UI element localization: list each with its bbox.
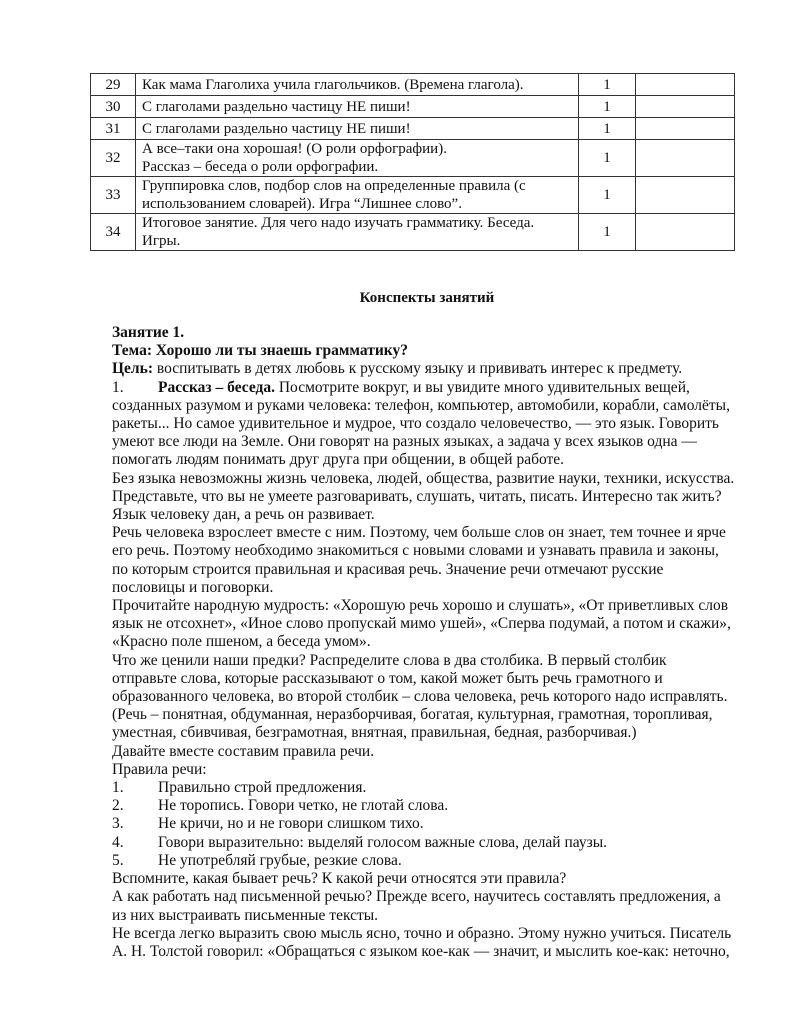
text-line: Давайте вместе составим правила речи.: [112, 742, 375, 760]
goal-label: Цель:: [112, 360, 153, 378]
lesson-topic: [136, 118, 579, 140]
speech-rules-list: [112, 779, 752, 870]
lesson-plan-table: [90, 73, 735, 251]
text-line: его речь. Поэтому необходимо знакомиться с новыми словами и узнавать правила и законы,: [112, 542, 719, 560]
story-item-number: 1.: [112, 378, 124, 396]
lesson-topic: [136, 140, 579, 177]
text-line: Не всегда легко выразить свою мысль ясно, точно и образно. Этому нужно учиться. Писатель: [112, 924, 732, 942]
text-line: Правила речи:: [112, 760, 207, 778]
text-line: Речь человека взрослеет вместе с ним. Поэтому, чем больше слов он знает, тем точнее и ярче: [112, 524, 726, 542]
story-item: [112, 379, 752, 397]
section-heading: Конспекты занятий: [359, 290, 495, 306]
text-line: Язык человеку дан, а речь он развивает.: [112, 506, 375, 524]
topic-line: использованием словарей). Игра “Лишнее слово”.: [142, 196, 462, 212]
lesson-topic: [136, 96, 579, 118]
text-line: отправьте слова, которые рассказывают о том, какой может быть речь грамотного и: [112, 669, 663, 687]
story-item-bold: Рассказ – беседа.: [158, 378, 275, 396]
text-line: ракеты... Но самое удивительное и мудрое, что создало человечество, — это язык. Говорить: [112, 415, 719, 433]
lesson-goal: [112, 360, 752, 378]
rule-item: [112, 834, 752, 852]
lesson-hours: 1: [579, 74, 636, 96]
lesson-hours: 1: [579, 140, 636, 177]
rule-number: 3.: [112, 815, 124, 833]
lesson-hours: 1: [579, 214, 636, 251]
empty-cell: [636, 177, 735, 214]
lesson-number: 32: [91, 140, 136, 177]
topic-line: С глаголами раздельно частицу НЕ пиши!: [142, 120, 411, 137]
topic-line: Итоговое занятие. Для чего надо изучать грамматику. Беседа.: [142, 215, 535, 231]
text-line: (Речь – понятная, обдуманная, неразборчивая, богатая, культурная, грамотная, торопливая,: [112, 706, 713, 724]
table-row: [91, 74, 735, 96]
text-lines: [112, 397, 752, 779]
rule-text: Правильно строй предложения.: [158, 779, 367, 797]
goal-text: воспитывать в детях любовь к русскому языку и прививать интерес к предмету.: [153, 360, 683, 378]
text-line: А. Н. Толстой говорил: «Обращаться с языком кое-как — значит, и мыслить кое-как: неточно,: [112, 942, 730, 960]
lesson-hours: 1: [579, 118, 636, 140]
lesson-theme: Тема: Хорошо ли ты знаешь грамматику?: [112, 342, 408, 360]
text-line: уместная, сбивчивая, безграмотная, внятная, правильная, бедная, разборчивая.): [112, 724, 637, 742]
table-row: [91, 177, 735, 214]
rule-number: 4.: [112, 833, 124, 851]
topic-line: Игры.: [142, 233, 181, 249]
lesson-hours: 1: [579, 96, 636, 118]
rule-number: 1.: [112, 779, 124, 797]
text-line: созданных разумом и руками человека: телефон, компьютер, автомобили, корабли, самолёты,: [112, 396, 730, 414]
lesson-number: 29: [91, 74, 136, 96]
text-line: пословицы и поговорки.: [112, 578, 274, 596]
lesson-hours: 1: [579, 177, 636, 214]
rule-item: [112, 779, 752, 797]
text-line: Без языка невозможны жизнь человека, людей, общества, развитие науки, техники, искусства.: [112, 469, 735, 487]
text-line: умеют все люди на Земле. Они говорят на разных языках, а задача у всех языков одна —: [112, 433, 697, 451]
topic-line: Группировка слов, подбор слов на определенные правила (с: [142, 178, 526, 194]
lesson-number: 33: [91, 177, 136, 214]
text-line: А как работать над письменной речью? Прежде всего, научитесь составлять предложения, а: [112, 888, 721, 906]
rule-text: Не употребляй грубые, резкие слова.: [158, 851, 402, 869]
empty-cell: [636, 214, 735, 251]
lesson-title: Занятие 1.: [112, 324, 185, 341]
text-line: из них выстраивать письменные тексты.: [112, 906, 379, 924]
text-line: по которым строится правильная и красивая речь. Значение речи отмечают русские: [112, 560, 664, 578]
story-item-text: Посмотрите вокруг, и вы увидите много удивительных вещей,: [274, 378, 690, 396]
topic-line: С глаголами раздельно частицу НЕ пиши!: [142, 98, 411, 115]
rule-item: [112, 797, 752, 815]
lesson-topic: [136, 177, 579, 214]
empty-cell: [636, 140, 735, 177]
text-line: образованного человека, во второй столбик – слова человека, речь которого надо исправлять.: [112, 688, 728, 706]
lesson-topic: [136, 214, 579, 251]
lesson-topic: [136, 74, 579, 96]
text-line: Вспомните, какая бывает речь? К какой речи относятся эти правила?: [112, 870, 567, 888]
topic-line: Как мама Глаголиха учила глагольчиков. (Времена глагола).: [142, 76, 524, 93]
lesson-number: 31: [91, 118, 136, 140]
empty-cell: [636, 118, 735, 140]
topic-line: Рассказ – беседа о роли орфографии.: [142, 159, 379, 175]
text-line: Прочитайте народную мудрость: «Хорошую речь хорошо и слушать», «От приветливых слов: [112, 597, 729, 615]
rule-number: 2.: [112, 797, 124, 815]
table-row: [91, 96, 735, 118]
lesson-body: [112, 324, 752, 961]
rule-number: 5.: [112, 851, 124, 869]
tail-lines: [112, 870, 752, 961]
empty-cell: [636, 74, 735, 96]
text-line: «Красно поле пшеном, а беседа умом».: [112, 633, 371, 651]
rule-text: Говори выразительно: выделяй голосом важные слова, делай паузы.: [158, 833, 608, 851]
rule-text: Не торопись. Говори четко, не глотай слова.: [158, 797, 449, 815]
table-row: [91, 140, 735, 177]
text-line: Представьте, что вы не умеете разговаривать, слушать, читать, писать. Интересно так жить?: [112, 487, 722, 505]
table-row: [91, 118, 735, 140]
topic-line: А все–таки она хорошая! (О роли орфографии).: [142, 141, 447, 157]
text-line: Что же ценили наши предки? Распределите слова в два столбика. В первый столбик: [112, 651, 667, 669]
table-row: [91, 214, 735, 251]
rule-item: [112, 852, 752, 870]
lesson-number: 30: [91, 96, 136, 118]
rule-text: Не кричи, но и не говори слишком тихо.: [158, 815, 424, 833]
text-line: помогать людям понимать друг друга при общении, в общей работе.: [112, 451, 565, 469]
lesson-number: 34: [91, 214, 136, 251]
empty-cell: [636, 96, 735, 118]
rule-item: [112, 815, 752, 833]
text-line: язык не отсохнет», «Иное слово пропускай мимо ушей», «Сперва подумай, а потом и скажи»,: [112, 615, 731, 633]
